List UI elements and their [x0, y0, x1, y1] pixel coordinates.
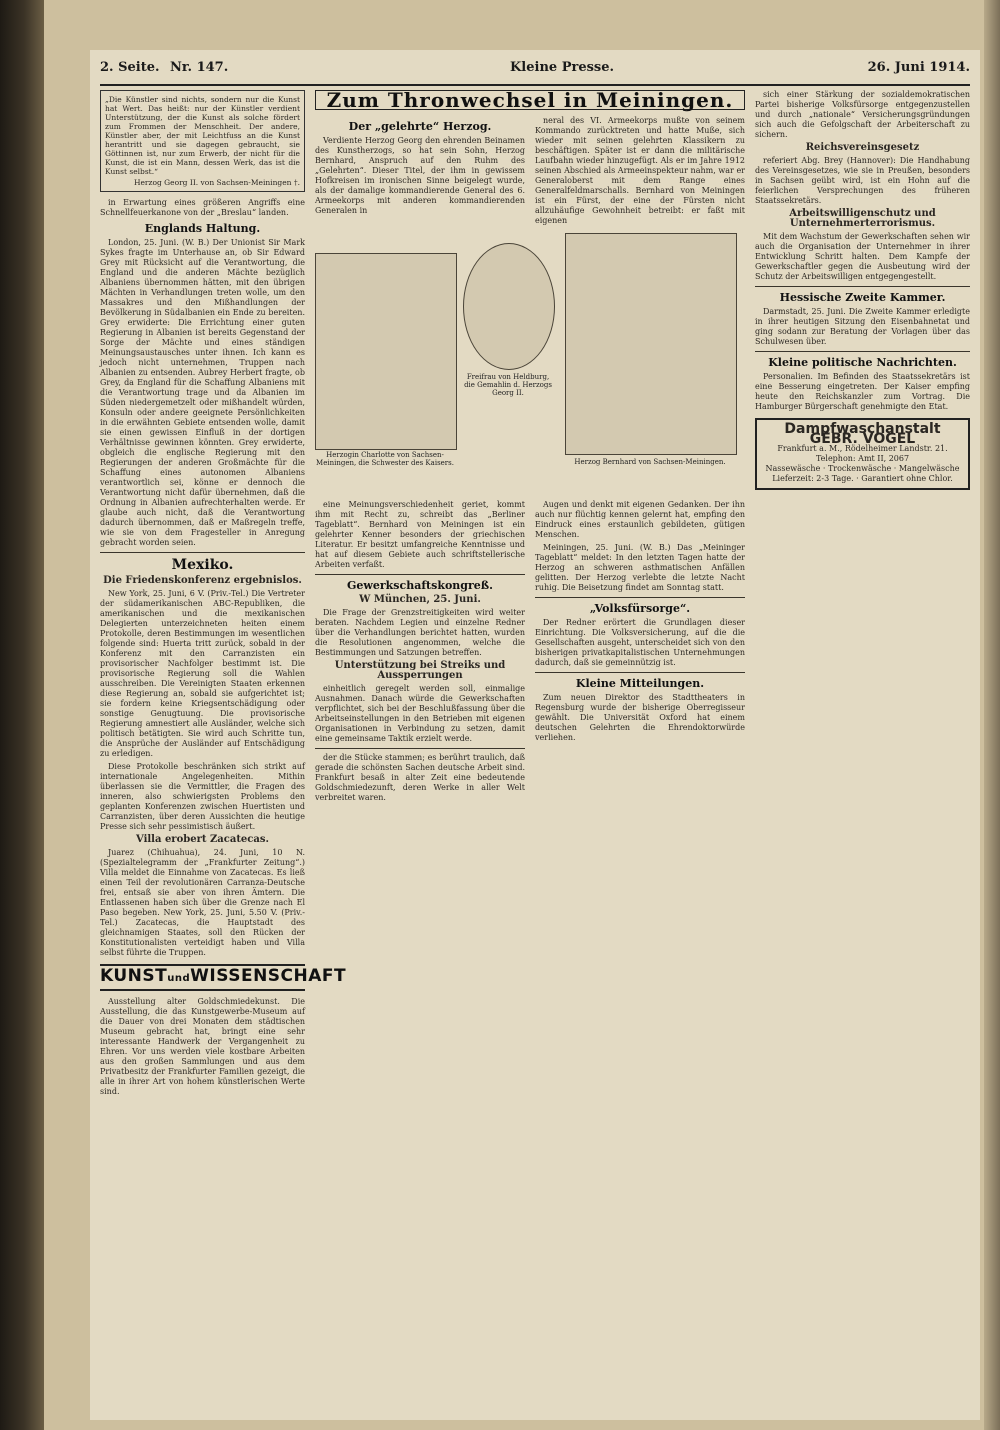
ad-terms: Lieferzeit: 2-3 Tage. · Garantiert ohne Chlor.	[772, 474, 953, 483]
politische-nachrichten-text: Personalien. Im Befinden des Staatssekretärs ist eine Besserung eingetreten. Der Kaiser empfing heute den Reichskanzler zum Vortrag. Die Hamburger Bürgerschaft genehmigte den Etat.	[755, 372, 970, 411]
hessische-kammer-text: Darmstadt, 25. Juni. Die Zweite Kammer erledigte in ihrer heutigen Sitzung den Eisenbahnetat und ging sodann zur Beratung der Vorlagen über das Schulwesen über.	[755, 307, 970, 346]
caption-bernhard: Herzog Bernhard von Sachsen-Meiningen.	[574, 458, 726, 466]
feature-left-text: Verdiente Herzog Georg den ehrenden Beinamen des Kunstherzogs, so hat sein Sohn, Herzog Bernhard, Anspruch auf den Ruhm des „Gelehrten“. Dieser Titel, der ihm in gewissem Hofkreisen im ironischen Sinne beigelegt wurde, als der damalige kommandierende General des 6. Armeekorps mit anderen kommandierenden Generalen in	[315, 136, 525, 215]
section-title-mexiko: Mexiko.	[171, 557, 234, 573]
divider	[315, 574, 525, 575]
col3-dateline: Meiningen, 25. Juni. (W. B.) Das „Meininger Tageblatt“ meldet: In den letzten Tagen hatte der Herzog an schweren asthmatischen Anfällen gelitten. Der Herzog verlebte die letzte Nacht ruhig. Die Beisetzung findet am Sonntag statt.	[535, 543, 745, 592]
issue-date: 26. Juni 1914.	[867, 60, 970, 75]
section-text-villa: Juarez (Chihuahua), 24. Juni, 10 N. (Spezialtelegramm der „Frankfurter Zeitung“.) Villa meldet die Einnahme von Zacatecas. Es ließ einen Teil der revolutionären Carranza-Deutsche frei, entsaß sie aber von ihren Ämtern. Die Entlassenen haben sich über die Grenze nach El Paso begeben. New York, 25. Juni, 5.50 V. (Priv.-Tel.) Zacatecas, die Hauptstadt des gleichnamigen Staates, soll den Rücken der Konstitutionalisten verteidigt haben und Villa selbst führte die Truppen.	[100, 848, 305, 957]
hessische-kammer-title: Hessische Zweite Kammer.	[779, 291, 946, 304]
column-4	[755, 90, 970, 1410]
volksfuersorge-text: Der Redner erörtert die Grundlagen dieser Einrichtung. Die Volksversicherung, auf die die Gesellschaften ausgeht, unterscheidet sich von den bisherigen privatkapitalistischen Unternehmungen dadurch, daß sie gemeinnützig ist.	[535, 618, 745, 667]
advertisement-vogel	[755, 418, 970, 490]
section-text-mexiko-2: Diese Protokolle beschränken sich strikt auf internationale Angelegenheiten. Mithin überlassen sie die Vermittler, die Fragen des inneren, also schwierigsten Problems den geplanten Konferenzen zwischen Huertisten und Carranzisten, über deren Aussichten die heutige Presse sich sehr pessimistisch äußert.	[100, 762, 305, 831]
gewerkschaft-dateline: W München, 25. Juni.	[359, 594, 481, 605]
column-2	[315, 500, 525, 1410]
page-edge	[984, 0, 1000, 1430]
feature-banner: Zum Thronwechsel in Meiningen.	[315, 90, 745, 110]
caption-heldburg: Freifrau von Heldburg, die Gemahlin d. Herzogs Georg II.	[464, 373, 552, 397]
arbeitswilligenschutz-title: Arbeitswilligenschutz und Unternehmerterrorismus.	[789, 208, 936, 229]
section-text-england: London, 25. Juni. (W. B.) Der Unionist Sir Mark Sykes fragte im Unterhause an, ob Sir Edward Grey mit Rücksicht auf die Verantwortung, die England und die anderen Mächte bezüglich Albaniens übernommen hätten, mit den übrigen Mächten in Verhandlungen treten wolle, um den Massakres und den Mißhandlungen der Bevölkerung in Südalbanien ein Ende zu bereiten. Grey erwiderte: Die Errichtung einer guten Regierung in Albanien ist bereits Gegenstand der Sorge der Mächte und eines ständigen Meinungsaustausches unter ihnen. Ich kann es jedoch nicht unternehmen, Truppen nach Albanien zu entsenden. Aubrey Herbert fragte, ob Grey, da England für die Schaffung Albaniens mit die Verantwortung trage und da Albanien im Süden niedergemetzelt oder mißhandelt würden, Konsuln oder andere geeignete Persönlichkeiten in die erwähnten Gebiete entsenden wolle, damit sie einen gewissen Einfluß in der dortigen Verhältnisse gewinnen könnten. Grey erwiderte, obgleich die englische Regierung mit den Regierungen der anderen Großmächte für die Schaffung eines autonomen Albaniens verantwortlich sei, könne er dennoch die Verantwortung nicht dafür übernehmen, daß die Ordnung in Albanien aufrechterhalten werde. Er glaube auch nicht, daß die Verantwortung dadurch übernommen, daß er Maßregeln treffe, wie sie von dem Fragesteller in Anregung gebracht worden seien.	[100, 238, 305, 547]
feature-left-title: Der „gelehrte“ Herzog.	[348, 120, 492, 133]
column-1	[100, 90, 347, 1410]
quote-text: „Die Künstler sind nichts, sondern nur die Kunst hat Wert. Das heißt: nur der Künstler verdient Unterstützung, der die Kunst als solche fördert zum Frommen der Menschheit. Der andere, Künstler aber, der mit Leichtfuss an die Kunst herantritt und sie dagegen gebraucht, sie Göttinnen ist, nur zum Erwerb, der nicht für die Kunst, die ist ein Mann, dessen Werk, das ist die Kunst selbst.“	[105, 95, 300, 176]
paper-name: Kleine Presse.	[510, 60, 615, 75]
kleine-mitteilungen-title: Kleine Mitteilungen.	[575, 677, 705, 690]
gewerkschaft-title: Gewerkschaftskongreß.	[347, 579, 493, 592]
page-header	[100, 60, 970, 80]
gewerkschaft-text-2: einheitlich geregelt werden soll, einmalige Ausnahmen. Danach würde die Gewerkschaften verpflichtet, sich bei der Beschlußfassung über die Arbeitseinstellungen in den Betrieben mit eigenen Organisationen in Verbindung zu setzen, damit eine gemeinsame Taktik erzielt werde.	[315, 684, 525, 743]
ad-services: Nassewäsche · Trockenwäsche · Mangelwäsche	[765, 464, 960, 473]
feature-columns	[315, 116, 745, 229]
feature-right-text: neral des VI. Armeekorps mußte von seinem Kommando zurücktreten und hatte Muße, sich wieder mit seinen gelehrten Klassikern zu beschäftigen. Später ist er dann die militärische Laufbahn wieder hinzugefügt. Als er im Jahre 1912 seinen Abschied als Armeeinspekteur nahm, war er Generaloberst mit dem Range eines Generalfeldmarschalls. Bernhard von Meiningen ist ein Fürst, der eine der Fürsten nicht allzuhäufige Gewohnheit betreibt: er faßt mit eigenen	[535, 116, 745, 225]
feature-block	[315, 90, 745, 490]
header-rule	[100, 84, 970, 86]
issue-number: Nr. 147.	[170, 60, 229, 75]
divider	[535, 597, 745, 598]
divider	[535, 672, 745, 673]
wissenschaft-word: WISSENSCHAFT	[190, 966, 347, 986]
quote-signature: Herzog Georg II. von Sachsen-Meiningen †.	[133, 178, 300, 187]
kleine-mitteilungen-text: Zum neuen Direktor des Stadttheaters in Regensburg wurde der bisherige Oberregisseur gewählt. Die Universität Oxford hat einem deutschen Gelehrten die Ehrendoktorwürde verliehen.	[535, 693, 745, 742]
gewerkschaft-text: Die Frage der Grenzstreitigkeiten wird weiter beraten. Nachdem Legien und einzelne Redner über die Verhandlungen berichtet hatten, wurden die Resolutionen angenommen, welche die Bestimmungen und Satzungen betreffen.	[315, 608, 525, 657]
politische-nachrichten-title: Kleine politische Nachrichten.	[768, 356, 957, 369]
quote-box	[100, 90, 305, 192]
caption-charlotte: Herzogin Charlotte von Sachsen-Meiningen, die Schwester des Kaisers.	[316, 451, 454, 467]
section-text-mexiko: New York, 25. Juni, 6 V. (Priv.-Tel.) Die Vertreter der südamerikanischen ABC-Republiken, die amerikanischen und die mexikanischen Delegierten unterzeichneten heiten einem Protokolle, deren Bestimmungen im wesentlichen folgende sind: Huerta tritt zurück, sobald in der Konferenz mit den Carranzisten ein provisorischer Nachfolger bestimmt ist. Die provisorische Regierung soll die Wahlen ausschreiben. Die Vereinigten Staaten erkennen diese Regierung an, sobald sie aufgerichtet ist; sie fordern keine Kriegsentschädigung oder sonstige Genugtuung. Die provisorische Regierung amnestiert alle Ausländer, welche sich politisch betätigten. Sie wird auch Schritte tun, die Ansprüche der Ausländer auf Entschädigung zu erledigen.	[100, 589, 305, 758]
col4-text: sich einer Stärkung der sozialdemokratischen Partei bisherige Volksfürsorge entgegenzustellen und durch „nationale“ Versicherungsgründungen sich auch die Gefolgschaft der Arbeiterschaft zu sichern.	[755, 90, 970, 139]
reichsvereinsgesetz-text: referiert Abg. Brey (Hannover): Die Handhabung des Vereinsgesetzes, wie sie in Preußen, besonders in Sachsen geübt wird, ist ein Hohn auf die feierlichen Versprechungen des früheren Staatssekretärs.	[755, 156, 970, 205]
feature-right	[535, 116, 745, 229]
col2-text: eine Meinungsverschiedenheit geriet, kommt ihm mit Recht zu, schreibt das „Berliner Tageblatt“. Bernhard von Meiningen ist ein gelehrter Kenner besonders der griechischen Literatur. Er besitzt umfangreiche Kenntnisse und hat auf diesem Gebiete auch schriftstellerische Arbeiten verfaßt.	[315, 500, 525, 569]
ad-address: Frankfurt a. M., Rödelheimer Landstr. 21. Telephon: Amt II, 2067	[777, 444, 948, 463]
page-label: 2. Seite.	[100, 60, 160, 75]
kunst-wissenschaft-banner	[100, 964, 347, 991]
section-subtitle-mexiko: Die Friedenskonferenz ergebnislos.	[103, 575, 302, 586]
section-title-villa: Villa erobert Zacatecas.	[136, 834, 269, 845]
feature-left	[315, 116, 525, 229]
col3-text: Augen und denkt mit eigenen Gedanken. Der ihn auch nur flüchtig kennen gelernt hat, empfing den Eindruck eines erstaunlich gebildeten, gütigen Menschen.	[535, 500, 745, 539]
arbeitswilligenschutz-text: Mit dem Wachstum der Gewerkschaften sehen wir auch die Organisation der Unternehmer in ihrer Entwicklung Schritt halten. Dem Kampfe der Gewerkschaftler gegen die Ausbeutung wird der Schutz der Arbeitswilligen entgegengestellt.	[755, 232, 970, 281]
portrait-bernhard	[565, 233, 737, 455]
newspaper-page	[90, 50, 980, 1420]
kunst-und: und	[167, 973, 191, 984]
intro-text: in Erwartung eines größeren Angriffs eine Schnellfeuerkanone von der „Breslau“ landen.	[100, 198, 305, 217]
kunst-text: Ausstellung alter Goldschmiedekunst. Die Ausstellung, die das Kunstgewerbe-Museum auf die Dauer von drei Monaten dem städtischen Museum gebracht hat, bringt eine sehr interessante Handwerk der Vergangenheit zu Ehren. Vor uns werden viele kostbare Arbeiten aus den großen Sammlungen und aus dem Privatbesitz der Frankfurter Familien gezeigt, die alle in ihrer Art von hohem künstlerischen Werte sind.	[100, 997, 305, 1096]
portrait-charlotte	[315, 253, 457, 450]
divider	[100, 552, 305, 553]
gewerkschaft-subtitle: Unterstützung bei Streiks und Aussperrungen	[334, 660, 506, 681]
divider	[755, 286, 970, 287]
ad-title: Dampfwaschanstalt GEBR. VOGEL	[784, 421, 941, 447]
portrait-heldburg	[463, 243, 555, 370]
divider	[755, 351, 970, 352]
portrait-illustration	[315, 233, 745, 483]
divider	[315, 748, 525, 749]
column-3	[535, 500, 745, 1410]
reichsvereinsgesetz-title: Reichsvereinsgesetz	[805, 142, 920, 153]
col2-bottom-text: der die Stücke stammen; es berührt traulich, daß gerade die schönsten Sachen deutsche Arbeit sind. Frankfurt besaß in alter Zeit eine bedeutende Goldschmiedezunft, deren Werke in aller Welt verbreitet waren.	[315, 753, 525, 802]
book-binding	[0, 0, 44, 1430]
section-title-england: Englands Haltung.	[144, 222, 261, 235]
kunst-word: KUNST	[100, 966, 168, 986]
volksfuersorge-title: „Volksfürsorge“.	[589, 602, 691, 615]
